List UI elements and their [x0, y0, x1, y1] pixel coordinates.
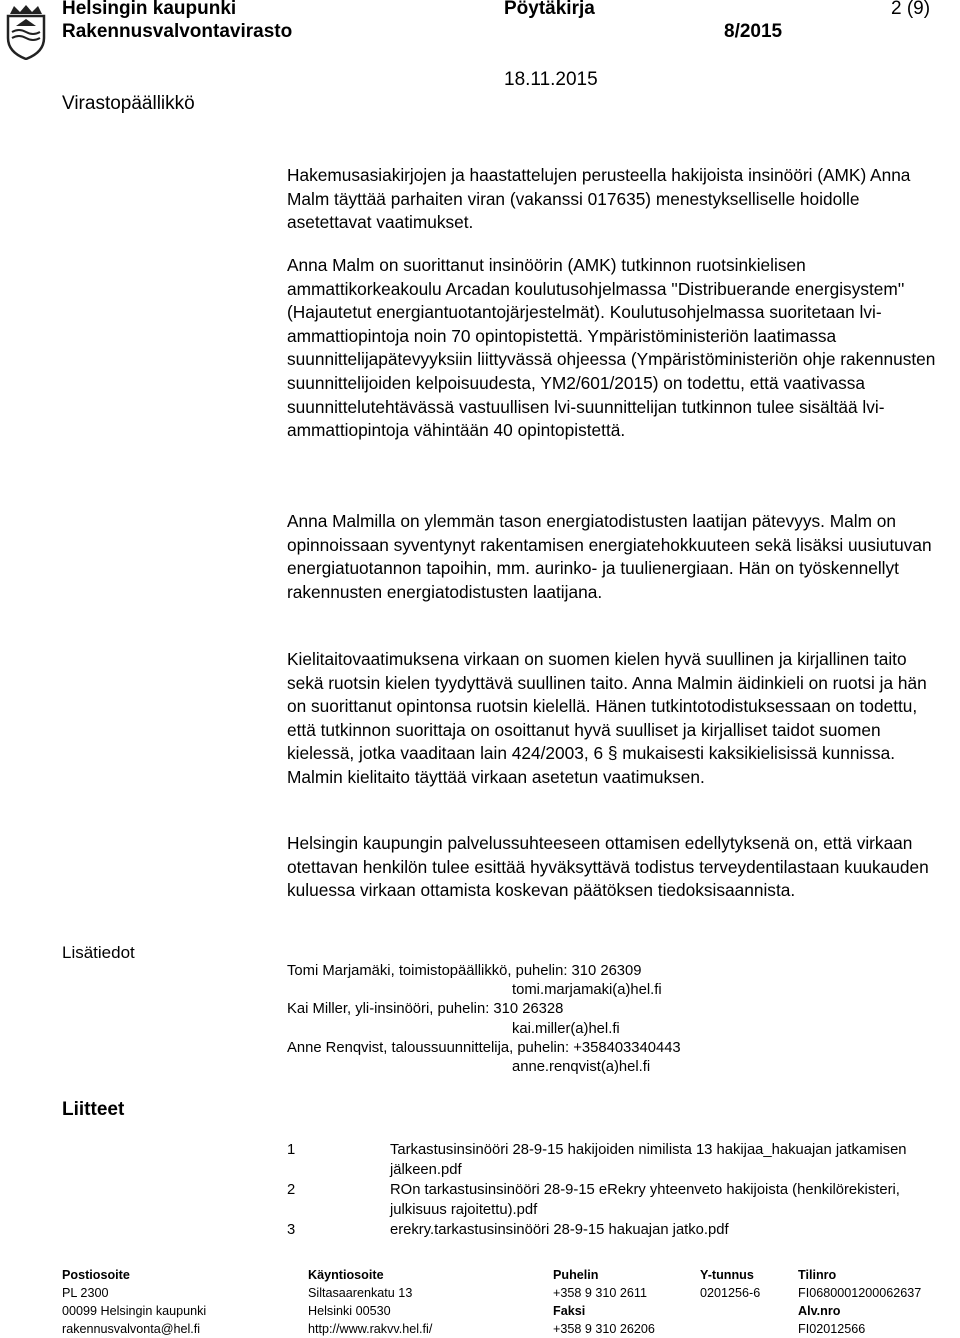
footer-business-id: [700, 1266, 760, 1302]
footer-heading: Faksi: [553, 1304, 586, 1318]
attachment-link[interactable]: erekry.tarkastusinsinööri 28-9-15 hakuajan jatko.pdf: [390, 1222, 729, 1238]
footer-heading: Y-tunnus: [700, 1268, 754, 1282]
doc-type: Pöytäkirja: [504, 0, 595, 19]
contact-line: Kai Miller, yli-insinööri, puhelin: 310 26328: [287, 1001, 564, 1018]
footer-account: [798, 1266, 921, 1338]
paragraph-selection: Hakemusasiakirjojen ja haastattelujen perusteella hakijoista insinööri (AMK) Anna Malm täyttää parhaiten viran (vakanssi 017635) menestykselliselle hoidolle asetettavat vaatimukset.: [287, 165, 911, 233]
contact-list: [287, 962, 681, 1077]
footer-value: Siltasaarenkatu 13: [308, 1286, 413, 1300]
contact-email[interactable]: anne.renqvist(a)hel.fi: [512, 1059, 651, 1076]
attachment-link[interactable]: ROn tarkastusinsinööri 28-9-15 eRekry yhteenveto hakijoista (henkilörekisteri, julkisuus rajoitettu).pdf: [390, 1182, 900, 1218]
paragraph-education: Anna Malm on suorittanut insinöörin (AMK) tutkinnon ruotsinkielisen ammattikorkeakoulu Arcadan koulutusohjelmassa ''Distribuerande energisystem'' (Hajautetut energiantuotantojärjestelmät). Koulutusohjelmassa suoritetaan lvi-ammattiopintoja noin 70 opintopistettä. Ympäristöministeriön laatimassa suunnittelijapätevyyksiin liittyvässä ohjeessa (Ympäristöministeriön ohje rakennusten suunnittelijoiden kelpoisuudesta, YM2/601/2015) on todettu, että vaativassa suunnittelutehtävässä vastuullisen lvi-suunnittelijan tutkinnon tulee sisältää lvi-ammattiopintoja vähintään 40 opintopistettä.: [287, 255, 936, 441]
paragraph-language: Kielitaitovaatimuksena virkaan on suomen kielen hyvä suullinen ja kirjallinen taito sekä ruotsin kielen tyydyttävä suullinen taito. Anna Malmin äidinkieli on ruotsi ja hän on suorittanut opintonsa ruotsin kielellä. Hänen tutkintotodistuksessaan on todettu, että tutkinnon suorittaja on osoittanut hyvä suulliset ja kirjalliset taidot suomen kielessä, jotka vaaditaan lain 424/2003, 6 § mukaisesti kaksikielisissä kunnissa. Malmin kielitaito täyttää virkaan asetetun vaatimuksen.: [287, 649, 927, 787]
footer-value: FI02012566: [798, 1322, 866, 1336]
footer-postal-address: [62, 1266, 206, 1338]
doc-number: 8/2015: [724, 21, 783, 42]
footer-heading: Puhelin: [553, 1268, 599, 1282]
footer-phone: [553, 1266, 655, 1338]
attachment-number: 3: [287, 1222, 296, 1238]
meeting-date: 18.11.2015: [504, 69, 598, 90]
footer-heading: Postiosoite: [62, 1268, 130, 1282]
footer-value: 0201256-6: [700, 1286, 761, 1300]
decision-maker: Virastopäällikkö: [62, 93, 195, 114]
footer-value: 00099 Helsingin kaupunki: [62, 1304, 207, 1318]
footer-email-link[interactable]: rakennusvalvonta@hel.fi: [62, 1322, 201, 1336]
attachment-number: 1: [287, 1142, 296, 1158]
footer-visiting-address: [308, 1266, 432, 1338]
page-number: 2 (9): [891, 0, 931, 19]
footer-heading: Tilinro: [798, 1268, 837, 1282]
lisatiedot-label: Lisätiedot: [62, 943, 135, 962]
attachment-link[interactable]: Tarkastusinsinööri 28-9-15 hakijoiden nimilista 13 hakijaa_hakuajan jatkamisen jälkeen.pdf: [390, 1142, 907, 1178]
helsinki-crest-icon: [4, 4, 48, 60]
footer-heading: Käyntiosoite: [308, 1268, 384, 1282]
contact-email[interactable]: kai.miller(a)hel.fi: [512, 1020, 620, 1037]
footer-website-link[interactable]: http://www.rakvv.hel.fi/: [308, 1322, 433, 1336]
footer-value: +358 9 310 26206: [553, 1322, 655, 1336]
footer-heading: Alv.nro: [798, 1304, 841, 1318]
contact-email[interactable]: tomi.marjamaki(a)hel.fi: [512, 982, 662, 999]
contact-line: Tomi Marjamäki, toimistopäällikkö, puhelin: 310 26309: [287, 963, 642, 979]
footer-value: FI0680001200062637: [798, 1286, 922, 1300]
footer-value: PL 2300: [62, 1286, 109, 1300]
department-name: Rakennusvalvontavirasto: [62, 21, 293, 42]
org-name: Helsingin kaupunki: [62, 0, 237, 19]
liitteet-label: Liitteet: [62, 1099, 125, 1120]
footer-value: +358 9 310 2611: [553, 1286, 647, 1300]
footer-value: Helsinki 00530: [308, 1304, 391, 1318]
paragraph-qualification: Anna Malmilla on ylemmän tason energiatodistusten laatijan pätevyys. Malm on opinnoissaan syventynyt rakentamisen energiatehokkuuteen sekä lisäksi uusiutuvan energiatuotannon tapoihin, mm. aurinko- ja tuulienergiaan. Hän on työskennellyt rakennusten energiatodistusten laatijana.: [287, 511, 932, 602]
attachment-number: 2: [287, 1182, 296, 1198]
paragraph-health: Helsingin kaupungin palvelussuhteeseen ottamisen edellytyksenä on, että virkaan otettavan henkilön tulee esittää hyväksyttävä todistus terveydentilastaan kuukauden kuluessa virkaan ottamista koskevan päätöksen tiedoksisaannista.: [287, 833, 929, 901]
contact-line: Anne Renqvist, taloussuunnittelija, puhelin: +358403340443: [287, 1039, 681, 1056]
